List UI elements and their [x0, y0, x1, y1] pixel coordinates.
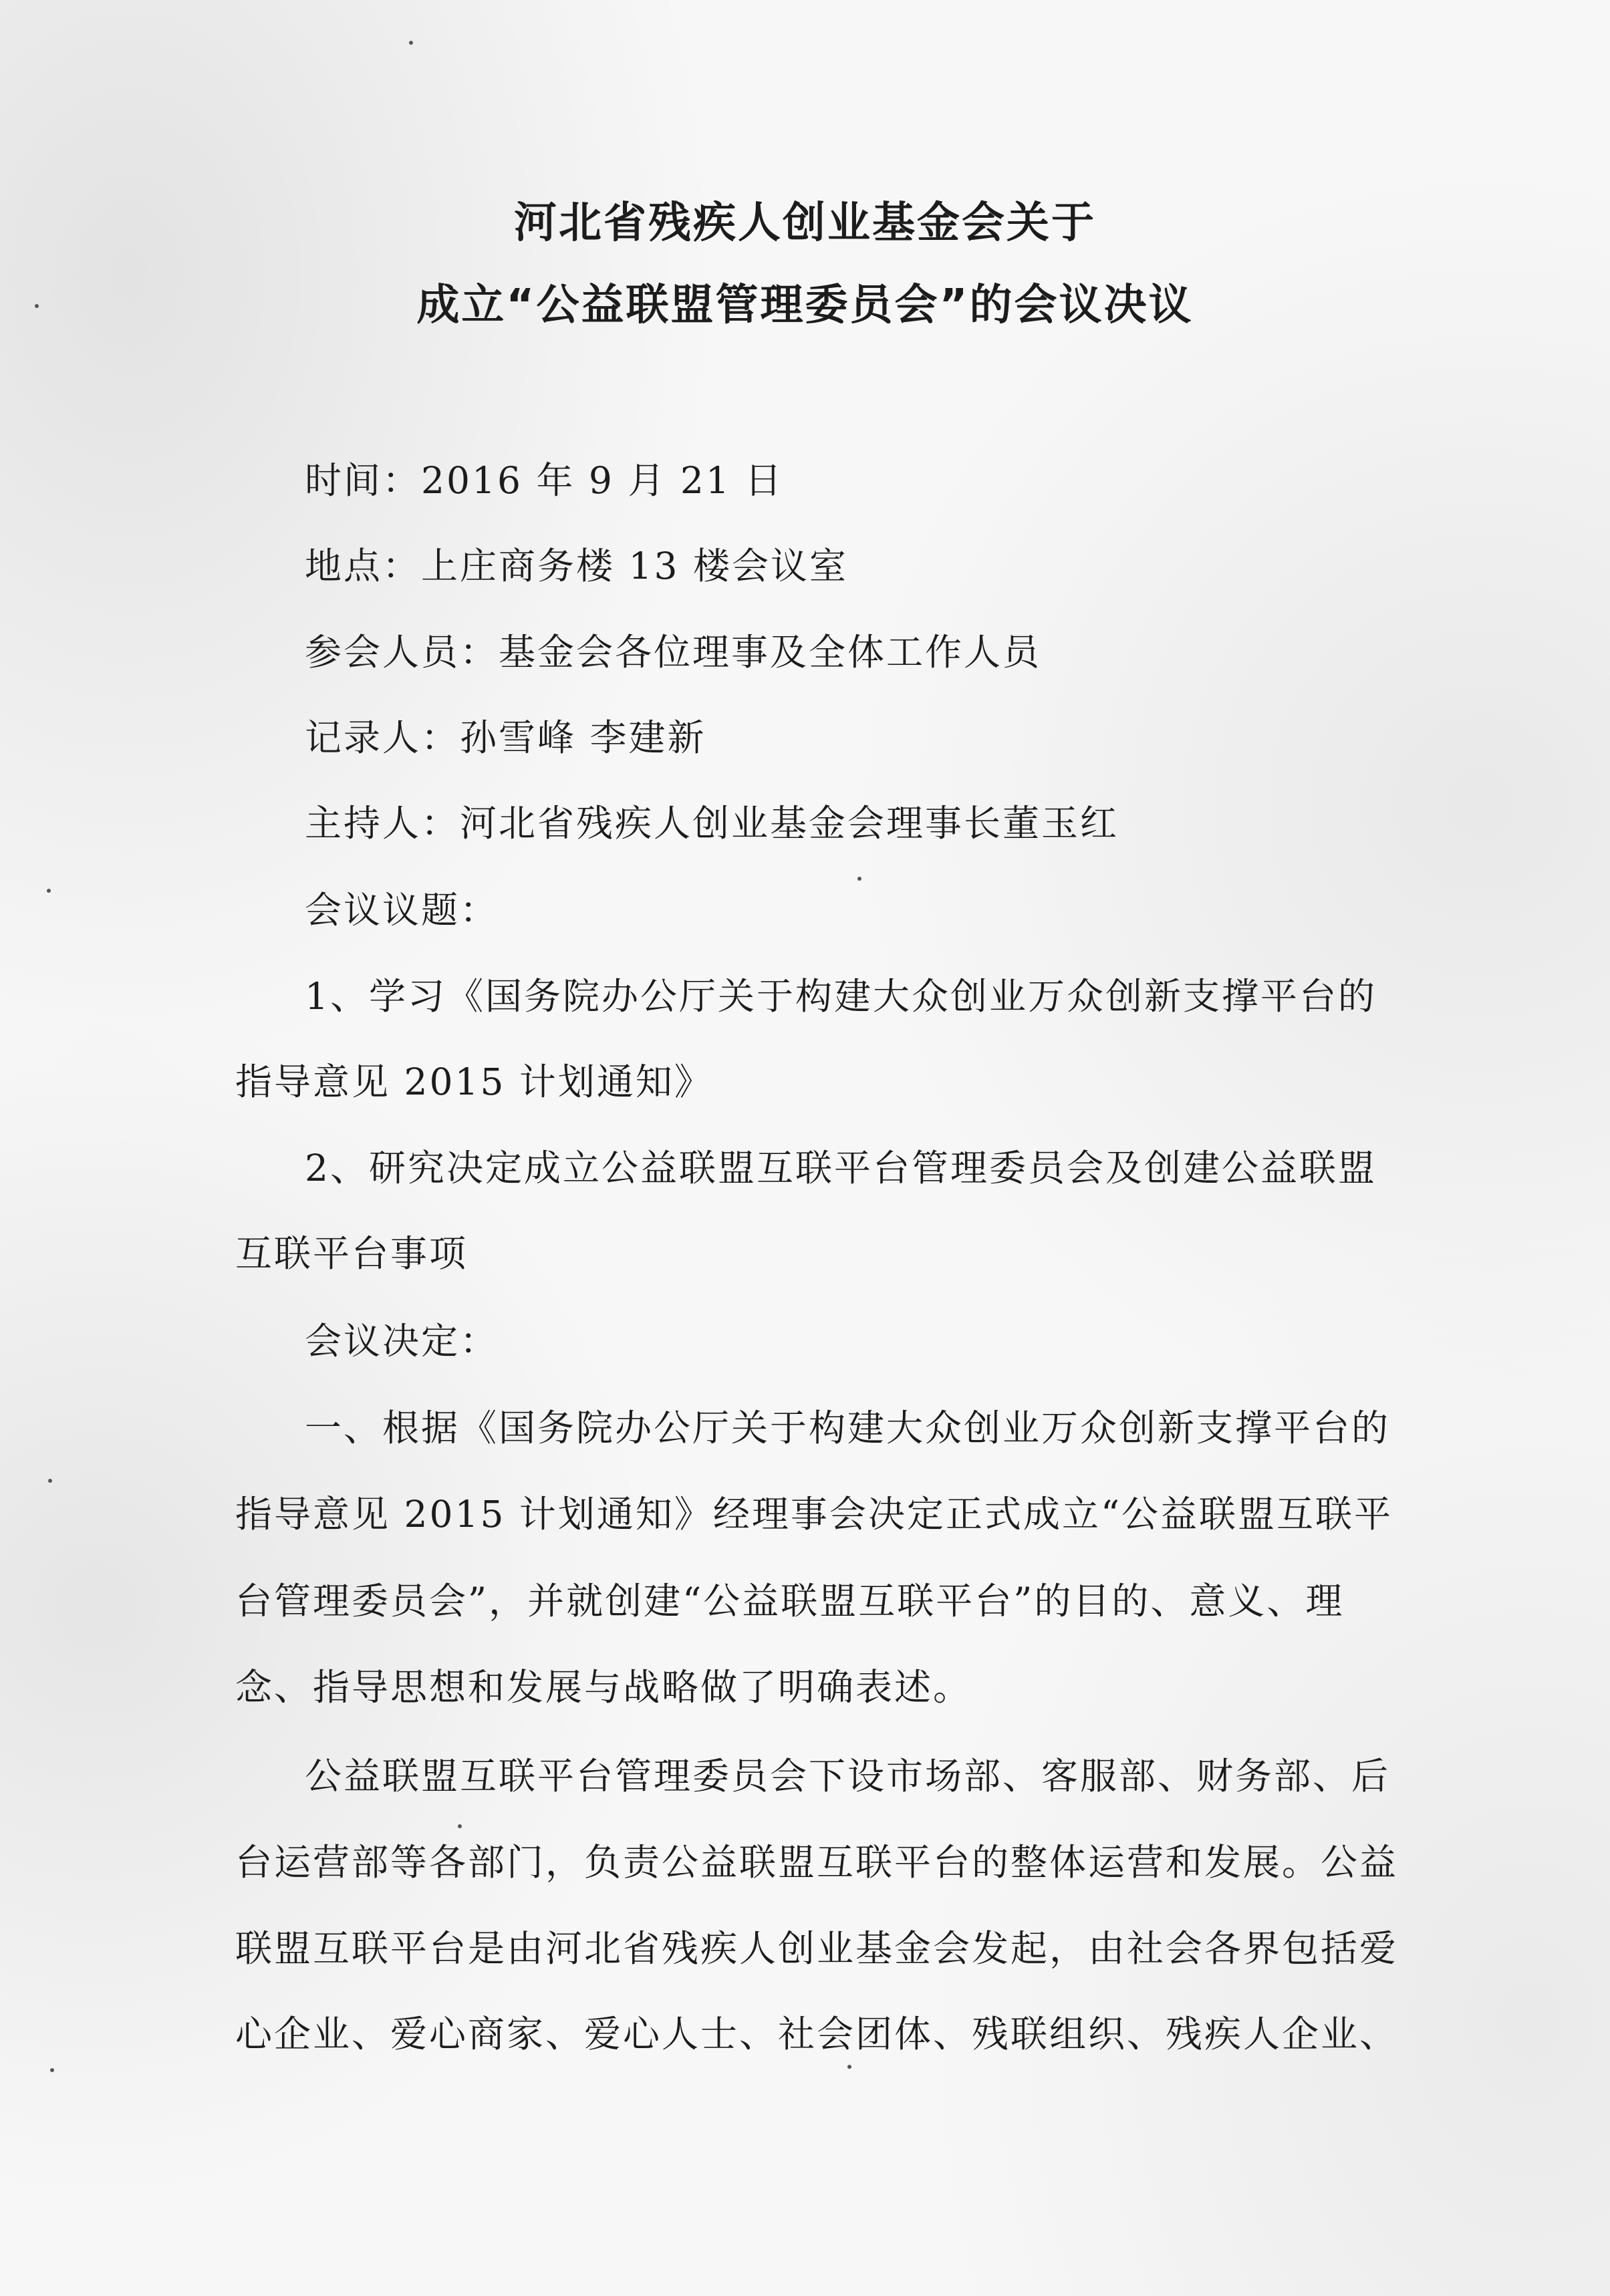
- meeting-attendees: 参会人员：基金会各位理事及全体工作人员: [305, 631, 1042, 674]
- scan-speck: [35, 304, 39, 308]
- decision1-line3: 台管理委员会”，并就创建“公益联盟互联平台”的目的、意义、理: [235, 1580, 1345, 1622]
- topics-heading: 会议议题：: [305, 889, 499, 931]
- scan-speck: [458, 1824, 462, 1828]
- decision1-line1: 一、根据《国务院办公厅关于构建大众创业万众创新支撑平台的: [305, 1407, 1391, 1449]
- meeting-time: 时间：2016 年 9 月 21 日: [305, 459, 784, 502]
- topic2-line1: 2、研究决定成立公益联盟互联平台管理委员会及创建公益联盟: [305, 1147, 1377, 1189]
- scan-speck: [409, 41, 413, 45]
- para2-line3: 联盟互联平台是由河北省残疾人创业基金会发起，由社会各界包括爱: [235, 1927, 1399, 1970]
- scan-speck: [50, 2068, 54, 2072]
- decision-heading: 会议决定：: [305, 1320, 499, 1362]
- scan-speck: [857, 877, 861, 881]
- document-title-line2: 成立“公益联盟管理委员会”的会议决议: [416, 281, 1194, 330]
- decision1-line4: 念、指导思想和发展与战略做了明确表述。: [235, 1666, 972, 1709]
- scan-speck: [48, 1479, 52, 1483]
- scan-speck: [47, 889, 51, 893]
- topic2-line2: 互联平台事项: [235, 1232, 468, 1275]
- meeting-recorders: 记录人：孙雪峰 李建新: [305, 716, 706, 759]
- decision1-line2: 指导意见 2015 计划通知》经理事会决定正式成立“公益联盟互联平: [235, 1493, 1393, 1536]
- topic1-line1: 1、学习《国务院办公厅关于构建大众创业万众创新支撑平台的: [305, 975, 1377, 1018]
- para2-line2: 台运营部等各部门，负责公益联盟互联平台的整体运营和发展。公益: [235, 1841, 1399, 1884]
- para2-line1: 公益联盟互联平台管理委员会下设市场部、客服部、财务部、后: [305, 1755, 1391, 1798]
- scan-speck: [847, 2065, 851, 2069]
- meeting-host: 主持人：河北省残疾人创业基金会理事长董玉红: [305, 802, 1119, 845]
- para2-line4: 心企业、爱心商家、爱心人士、社会团体、残联组织、残疾人企业、: [235, 2013, 1399, 2055]
- document-title-line1: 河北省残疾人创业基金会关于: [514, 198, 1096, 248]
- meeting-location: 地点：上庄商务楼 13 楼会议室: [305, 545, 848, 587]
- topic1-line2: 指导意见 2015 计划通知》: [235, 1060, 713, 1103]
